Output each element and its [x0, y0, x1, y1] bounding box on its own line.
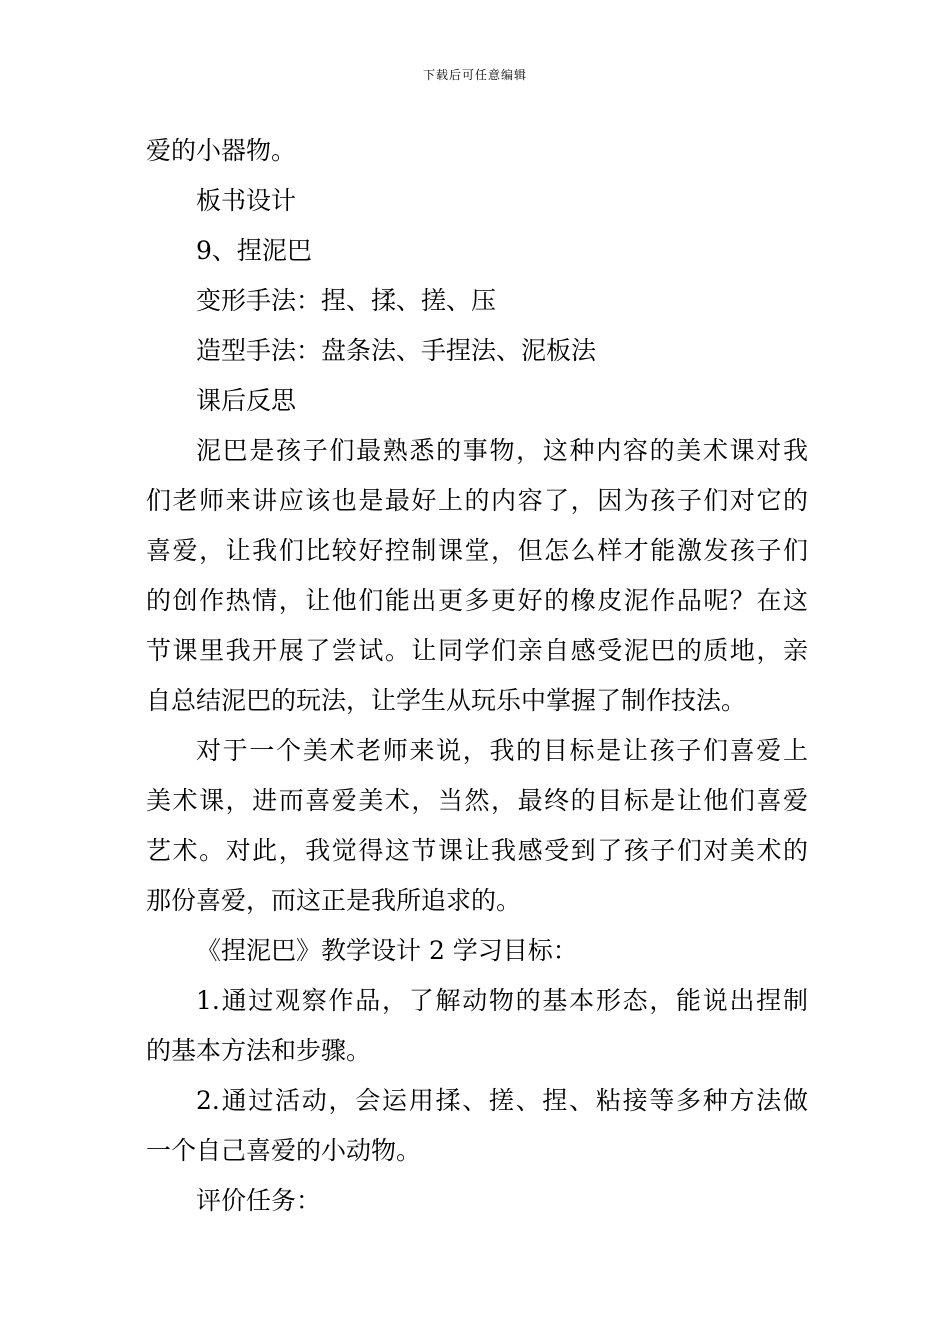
page-header: 下载后可任意编辑 — [422, 68, 527, 82]
text-line: 喜爱，让我们比较好控制课堂，但怎么样才能激发孩子们 — [146, 536, 808, 565]
text-line: 板书设计 — [196, 186, 297, 215]
text-line: 变形手法：捏、揉、搓、压 — [196, 286, 497, 315]
lesson-title — [146, 226, 808, 276]
text-line: 自总结泥巴的玩法，让学生从玩乐中掌握了制作技法。 — [146, 686, 747, 715]
text-line: 9、捏泥巴 — [196, 236, 312, 265]
paragraph-closing-line — [146, 126, 808, 176]
text-line: 1.通过观察作品，了解动物的基本形态，能说出捏制 — [196, 986, 808, 1015]
text-line: 爱的小器物。 — [146, 136, 297, 165]
text-line: 造型手法：盘条法、手捏法、泥板法 — [196, 336, 597, 365]
text-line: 《捏泥巴》教学设计 2 学习目标： — [196, 936, 578, 965]
objective-2 — [146, 1076, 808, 1176]
text-line: 美术课，进而喜爱美术，当然，最终的目标是让他们喜爱 — [146, 786, 808, 815]
text-line: 一个自己喜爱的小动物。 — [146, 1136, 422, 1165]
text-line: 的基本方法和步骤。 — [146, 1036, 372, 1065]
text-line: 2.通过活动，会运用揉、搓、捏、粘接等多种方法做 — [196, 1086, 808, 1115]
paragraph-reflection-1 — [146, 426, 808, 726]
document-body — [146, 126, 808, 1226]
text-line: 对于一个美术老师来说，我的目标是让孩子们喜爱上 — [196, 736, 808, 765]
text-line: 课后反思 — [196, 386, 297, 415]
heading-design-2 — [146, 926, 808, 976]
heading-reflection — [146, 376, 808, 426]
text-line: 泥巴是孩子们最熟悉的事物，这种内容的美术课对我 — [196, 436, 808, 465]
text-line: 那份喜爱，而这正是我所追求的。 — [146, 886, 522, 915]
text-line: 们老师来讲应该也是最好上的内容了，因为孩子们对它的 — [146, 486, 808, 515]
heading-evaluation — [146, 1176, 808, 1226]
text-line: 的创作热情，让他们能出更多更好的橡皮泥作品呢？在这 — [146, 586, 808, 615]
heading-board-design — [146, 176, 808, 226]
transform-methods — [146, 276, 808, 326]
objective-1 — [146, 976, 808, 1076]
text-line: 评价任务： — [196, 1186, 322, 1215]
paragraph-reflection-2 — [146, 726, 808, 926]
modeling-methods — [146, 326, 808, 376]
text-line: 艺术。对此，我觉得这节课让我感受到了孩子们对美术的 — [146, 836, 808, 865]
text-line: 节课里我开展了尝试。让同学们亲自感受泥巴的质地，亲 — [146, 636, 808, 665]
